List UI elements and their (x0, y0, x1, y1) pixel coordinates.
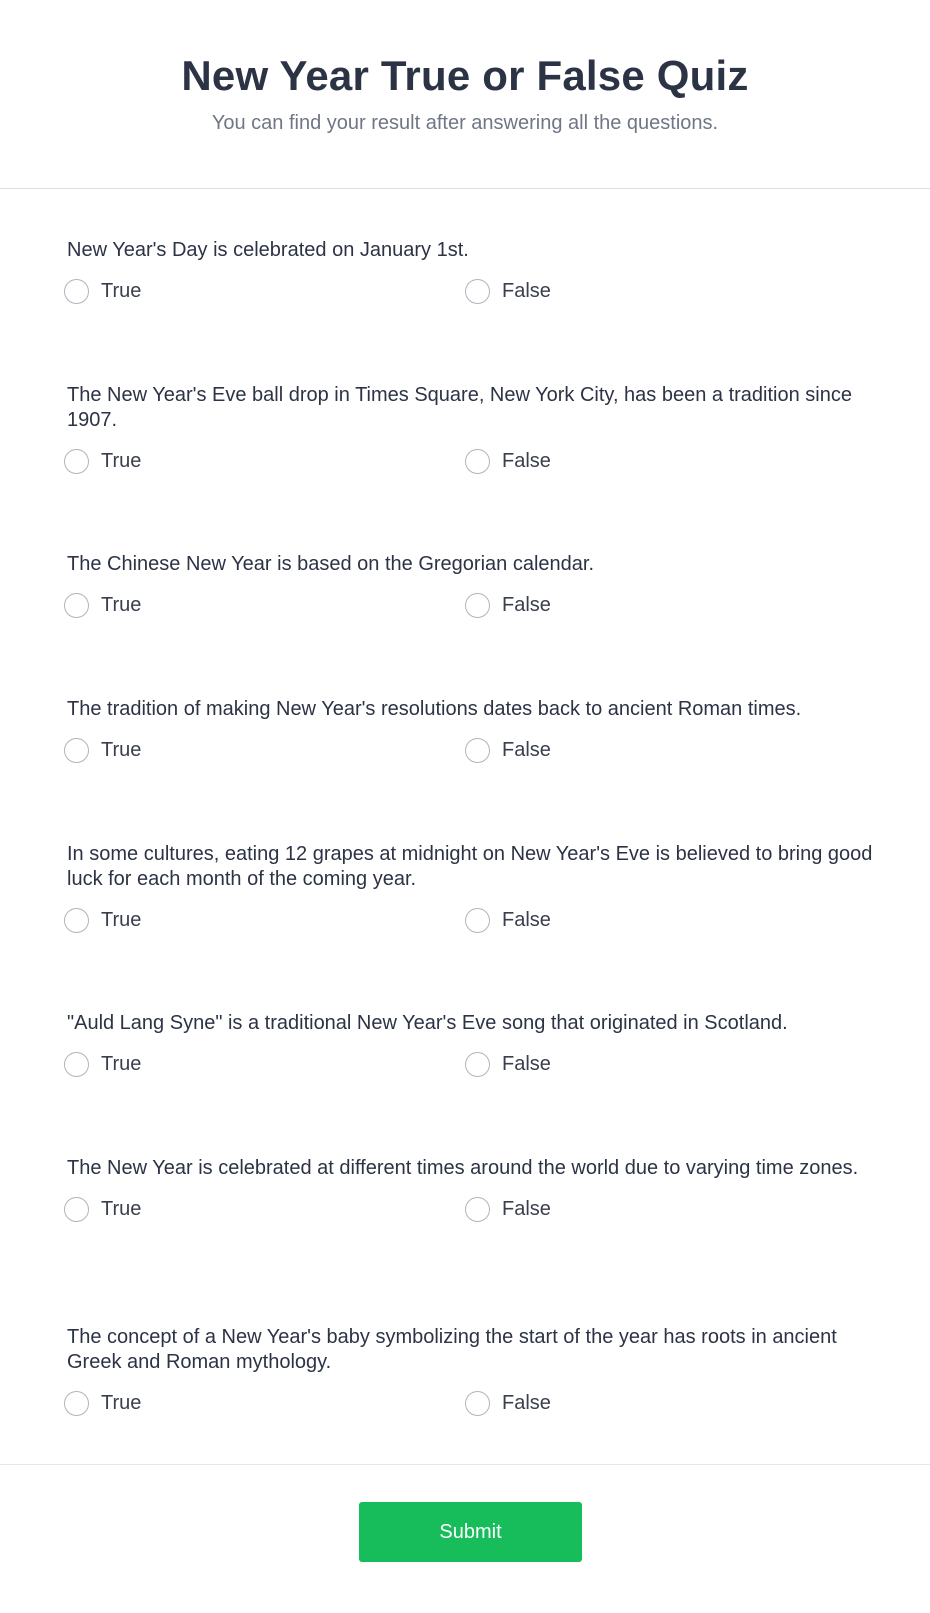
answer-options (67, 1391, 887, 1419)
answer-options (67, 449, 887, 477)
form-footer (0, 1465, 930, 1612)
option-label: True (101, 1053, 142, 1075)
option-label: True (101, 739, 142, 761)
answer-options (67, 279, 887, 307)
answer-options (67, 1197, 887, 1225)
option-label: True (101, 280, 142, 302)
radio-button[interactable] (465, 449, 490, 474)
question-7 (67, 1156, 887, 1225)
answer-options (67, 738, 887, 766)
option-false[interactable] (465, 593, 551, 618)
option-false[interactable] (465, 449, 551, 474)
question-text: In some cultures, eating 12 grapes at midnight on New Year's Eve is believed to bring good luck for each month of the coming year. (67, 843, 873, 890)
option-label: False (502, 909, 551, 931)
option-label: False (502, 1198, 551, 1220)
radio-button[interactable] (64, 279, 89, 304)
question-4 (67, 697, 887, 766)
question-8 (67, 1325, 887, 1419)
question-5 (67, 842, 887, 936)
radio-button[interactable] (465, 738, 490, 763)
radio-button[interactable] (64, 449, 89, 474)
question-list (0, 189, 930, 1465)
option-false[interactable] (465, 908, 551, 933)
submit-button[interactable]: Submit (359, 1502, 582, 1562)
option-true[interactable] (64, 1197, 141, 1222)
radio-button[interactable] (465, 1052, 490, 1077)
radio-button[interactable] (64, 908, 89, 933)
radio-button[interactable] (64, 1197, 89, 1222)
option-label: False (502, 280, 551, 302)
option-label: False (502, 450, 551, 472)
radio-button[interactable] (465, 908, 490, 933)
answer-options (67, 908, 887, 936)
page-title: New Year True or False Quiz (181, 52, 749, 99)
option-false[interactable] (465, 1391, 551, 1416)
question-6 (67, 1011, 887, 1080)
option-label: True (101, 1392, 142, 1414)
answer-options (67, 593, 887, 621)
question-2 (67, 383, 887, 477)
radio-button[interactable] (64, 593, 89, 618)
question-1 (67, 238, 887, 307)
radio-button[interactable] (64, 1052, 89, 1077)
question-text: The concept of a New Year's baby symbolizing the start of the year has roots in ancient Greek and Roman mythology. (67, 1326, 837, 1373)
option-false[interactable] (465, 1052, 551, 1077)
option-label: True (101, 909, 142, 931)
radio-button[interactable] (465, 279, 490, 304)
option-false[interactable] (465, 279, 551, 304)
option-true[interactable] (64, 738, 141, 763)
option-label: False (502, 1053, 551, 1075)
option-label: True (101, 594, 142, 616)
option-label: False (502, 594, 551, 616)
option-label: False (502, 1392, 551, 1414)
radio-button[interactable] (465, 1391, 490, 1416)
radio-button[interactable] (64, 1391, 89, 1416)
option-true[interactable] (64, 449, 141, 474)
radio-button[interactable] (465, 593, 490, 618)
question-text: "Auld Lang Syne" is a traditional New Year's Eve song that originated in Scotland. (67, 1012, 788, 1034)
option-false[interactable] (465, 1197, 551, 1222)
option-label: False (502, 739, 551, 761)
option-true[interactable] (64, 593, 141, 618)
question-text: The Chinese New Year is based on the Gregorian calendar. (67, 553, 595, 575)
option-false[interactable] (465, 738, 551, 763)
quiz-header (0, 0, 930, 189)
radio-button[interactable] (64, 738, 89, 763)
option-true[interactable] (64, 908, 141, 933)
question-text: The tradition of making New Year's resolutions dates back to ancient Roman times. (67, 698, 802, 720)
question-text: New Year's Day is celebrated on January 1st. (67, 239, 469, 261)
page-subtitle: You can find your result after answering all the questions. (211, 112, 719, 134)
option-true[interactable] (64, 1391, 141, 1416)
option-label: True (101, 450, 142, 472)
question-3 (67, 552, 887, 621)
option-label: True (101, 1198, 142, 1220)
option-true[interactable] (64, 279, 141, 304)
radio-button[interactable] (465, 1197, 490, 1222)
option-true[interactable] (64, 1052, 141, 1077)
question-text: The New Year's Eve ball drop in Times Square, New York City, has been a tradition since 1907. (67, 384, 852, 431)
answer-options (67, 1052, 887, 1080)
question-text: The New Year is celebrated at different times around the world due to varying time zones. (67, 1157, 859, 1179)
